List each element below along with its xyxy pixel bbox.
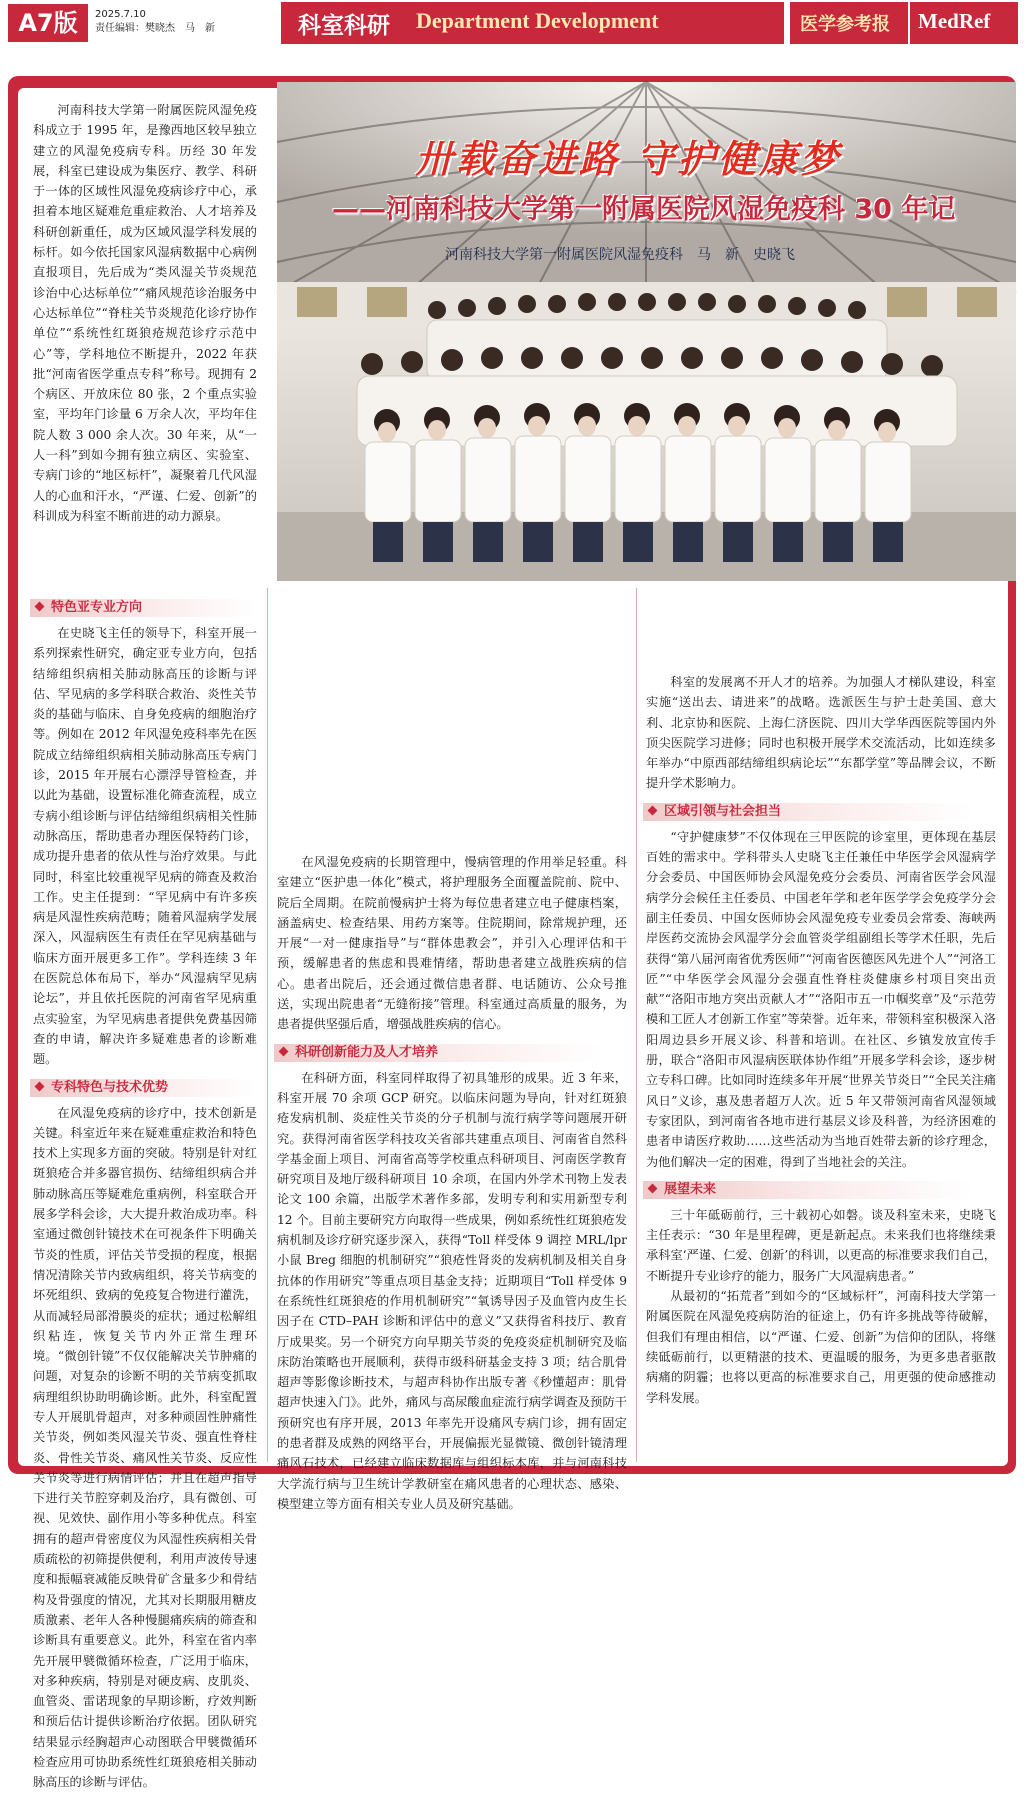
masthead <box>0 0 1024 46</box>
technique-paragraph-part: 在风湿免疫病的诊疗中，技术创新是关键。科室近年来在疑难重症救治和特色技术上实现多方面的突破。特别是针对红斑狼疮合并多器官损伤、结缔组织病合并肺动脉高压等疑难危重病例，科室联合开展多学科会诊，大大提升救治成功率。科室通过微创针镜技术在可视条件下明确关节炎的性质，评估关节受损的程度，根据情况清除关节内致病组织，将关节病变的坏死组织、致病的免疫复合物进行灌洗，从而减轻局部滑膜炎的症状；通过松解组织粘连，恢复关节内外正常生理环境。“微创针镜”不仅仅能解决关节肿痛的问题，对复杂的诊断不明的关节病变抓取病理组织协助明确诊断。此外，科室配置专人开展肌骨超声，对多种顽固性肿痛性关节炎，例如类风湿关节炎、强直性脊柱炎、骨性关节炎、痛风性关节炎、反应性关节炎等进行病情评估；并且在超声指导下进行关节腔穿刺及治疗，具有微创、可视、见效快、副作用小等多种优点。科室拥有的超声骨密度仪为风湿性疾病相关骨质疏松的初筛提供便利，利用声波传导速度和振幅衰减能反映骨矿含量多少和骨结构及骨强度的情况，尤其对长期服用糖皮质激素、老年人各种慢腿痛疾病的筛查和诊断具有重要意义。此外，科室在省内率先开展甲襞微循环检查，广泛用于临床，对多种疾病，特别是对硬皮病、皮肌炎、血管炎、雷诺现象的早期诊断，疗效判断和预后估计提供诊断治疗依据。团队研究结果显示经胸超声心动图联合甲襞微循环检查应用可协助系统性红斑狼疮相关肺动脉高压的诊断与评估。 <box>33 1105 257 1790</box>
lead-paragraph: 河南科技大学第一附属医院风湿免疫科成立于 1995 年，是豫西地区较早独立建立的风湿免疫病专科。历经 30 年发展，科室已建设成为集医疗、教学、科研于一体的区域性风湿免疫病诊疗中心，承担着本地区疑难危重症救治、人才培养及科研创新重任，成为区域风湿学科发展的标杆。如今依托国家风湿病数据中心病例直报项目，先后成为“类风湿关节炎规范诊治中心达标单位”“痛风规范诊治服务中心达标单位”“脊柱关节炎规范化诊疗协作单位”“系统性红斑狼疮规范诊疗示范中心”等，学科地位不断提升，2022 年获批“河南省医学重点专科”称号。现拥有 2 个病区、开放床位 80 张，2 个重点实验室，平均年门诊量 6 万余人次，平均年住院人数 3 000 余人次。30 年来，从“一人一科”到如今拥有独立病区、实验室、专病门诊的“地区标杆”，凝聚着几代风湿人的心血和汗水，“严谨、仁爱、创新”的科训成为科室不断前进的动力源泉。 <box>33 103 257 523</box>
section-heading-research: 科研创新能力及人才培养 <box>274 1044 604 1062</box>
lead-column <box>33 100 257 526</box>
column-2 <box>277 590 627 1511</box>
group-photo <box>277 82 1016 581</box>
section-heading-regional: 区域引领与社会担当 <box>643 803 973 821</box>
talent-paragraph: 科室的发展离不开人才的培养。为加强人才梯队建设，科室实施“送出去、请进来”的战略。选派医生与护士赴美国、意大利、北京协和医院、上海仁济医院、四川大学华西医院等国内外顶尖医院学习进修；同时也积极开展学术交流活动，比如连续多年举办“中原西部结缔组织病论坛”“东都学堂”等品牌会议，不断提升学术影响力。 <box>646 675 996 791</box>
future-paragraph-1: 三十年砥砺前行，三十载初心如磐。谈及科室未来，史晓飞主任表示：“30 年是里程碑，更是新起点。未来我们也将继续秉承科室‘严谨、仁爱、创新’的科训，以更高的标准要求我们自己，不断提升专业诊疗的能力，服务广大风湿病患者。” <box>646 1207 996 1283</box>
column-1 <box>33 590 257 1790</box>
future-paragraph-2: 从最初的“拓荒者”到如今的“区域标杆”，河南科技大学第一附属医院在风湿免疫病防治的征途上，仍有许多挑战等待破解，但我们有理由相信，以“严谨、仁爱、创新”为信仰的团队，将继续砥砺前行，以更精湛的技术、更温暖的服务，为更多患者驱散病痛的阴霾；也将以更高的标准要求自己，用更强的使命感推动学科发展。 <box>646 1289 996 1405</box>
byline: 河南科技大学第一附属医院风湿免疫科 马 新 史晓飞 <box>445 247 795 263</box>
masthead-spacer <box>0 46 1024 76</box>
section-heading-future: 展望未来 <box>643 1181 973 1199</box>
subspecialty-paragraph: 在史晓飞主任的领导下，科室开展一系列探索性研究，确定亚专业方向，包括结缔组织病相关肺动脉高压的诊断与评估、罕见病的多学科联合救治、炎性关节炎的基础与临床、自身免疫病的细胞治疗等。例如在 2012 年风湿免疫科率先在医院成立结缔组织病相关肺动脉高压专病门诊，2015 年开展右心漂浮导管检查，并以此为基础，设置标准化筛查流程，成立专病小组诊断与评估结缔组织病相关性肺动脉高压，帮助患者办理医保特药门诊，成功提升患者的依从性与治疗效果。与此同时，科室比较重视罕见病的筛查及救治工作。史主任提到：“罕见病中有许多疾病是风湿性疾病范畴；随着风湿病学发展深入，风湿病医生有责任在罕见病基础与临床方面开展更多工作”。学科连续 3 年在医院总体布局下，举办“风湿病罕见病论坛”，并且依托医院的河南省罕见病重点实验室，为罕见病患者提供免费基因筛查的申请，解决许多疑难患者的诊断难题。 <box>33 626 257 1067</box>
issue-date: 2025.7.10 <box>95 9 146 20</box>
editor-credit: 责任编辑：樊晓杰 马 新 <box>95 23 215 34</box>
section-heading-technique: 专科特色与技术优势 <box>30 1079 256 1097</box>
issue-meta <box>95 8 215 36</box>
research-paragraph: 在科研方面，科室同样取得了初具雏形的成果。近 3 年来，科室开展 70 余项 GCP 研究。以临床问题为导向，针对红斑狼疮发病机制、炎症性关节炎的分子机制与流行病学等问题展开研究。获得河南省医学科技攻关省部共建重点项目、河南省自然科学基金面上项目、河南省高等学校重点科研项目、河南医学教育研究项目及地厅级科研项目 10 余项，在国内外学术刊物上发表论文 100 余篇，出版学术著作多部，发明专利和实用新型专利 12 个。目前主要研究方向取得一些成果，例如系统性红斑狼疮发病机制及诊疗研究逐步深入，获得“Toll 样受体 9 调控 MRL/lpr 小鼠 Breg 细胞的机制研究”“狼疮性肾炎的发病机制及相关自身抗体的作用研究”等重点项目基金支持；近期项目“Toll 样受体 9 在系统性红斑狼疮的作用机制研究”“氧诱导因子及血管内皮生长因子在 CTD–PAH 诊断和评估中的意义”又获得省科技厅、教育厅成果奖。另一个研究方向早期关节炎的免疫炎症机制研究及临床防治策略也开展顺利，获得市级科研基金支持 3 项；结合肌骨超声等影像诊断技术，与超声科协作出版专著《秒懂超声：肌骨超声快速入门》。此外，痛风与高尿酸血症流行病学调查及预防干预研究也有序开展，2013 年率先开设痛风专病门诊，拥有固定的患者群及成熟的网络平台，开展偏振光显微镜、微创针镜清理痛风石技术，已经建立临床数据库与组织标本库，并与河南科技大学流行病与卫生统计学教研室在痛风患者的心理状态、感染、模型建立等方面有相关专业人员及研究基础。 <box>277 1070 627 1511</box>
section-heading-subspecialty: 特色亚专业方向 <box>30 599 256 617</box>
column-divider <box>267 588 268 1462</box>
column-divider <box>636 588 637 1462</box>
headline: 卅载奋进路 守护健康梦 <box>415 136 842 181</box>
newspaper-name-en: MedRef <box>918 9 991 33</box>
subheadline: ——河南科技大学第一附属医院风湿免疫科 30 年记 <box>332 194 956 225</box>
section-title-cn: 科室科研 <box>298 13 390 39</box>
section-title-en: Department Development <box>416 8 659 33</box>
regional-paragraph: “守护健康梦”不仅体现在三甲医院的诊室里，更体现在基层百姓的需求中。学科带头人史晓飞主任兼任中华医学会风湿病学分会委员、中国医师协会风湿免疫分会委员、河南省医学会风湿病学分会候任主任委员、中国老年学和老年医学学会免疫学分会副主任委员、中国女医师协会风湿免疫专业委员会常委、海峡两岸医药交流协会风湿学分会血管炎学组副组长等学术任职，先后获得“第八届河南省优秀医师”“河南省医德医风先进个人”“河洛工匠”“中华医学会风湿分会强直性脊柱炎健康乡村项目突出贡献”“洛阳市地方突出贡献人才”“洛阳市五一巾帼奖章”及“示范劳模和工匠人才创新工作室”等荣誉。近年来，带领科室积极深入洛阳周边县乡开展义诊、科普和培训。在社区、乡镇发放宣传手册，联合“洛阳市风湿病医联体协作组”开展多学科会诊，逐步树立专科口碑。比如同时连续多年开展“世界关节炎日”“全民关注痛风日”义诊，惠及患者超万人次。近 5 年又带领河南省风湿领域专家团队，到河南省各地市进行基层义诊及科普，为经济困难的患者申请医疗救助……这些活动为当地百姓带去新的诊疗理念，为他们解决一定的困难，得到了当地社会的关注。 <box>646 829 996 1169</box>
edition-label: A7版 <box>8 4 88 42</box>
newspaper-name-cn: 医学参考报 <box>800 14 890 35</box>
column-3 <box>646 590 996 1408</box>
chronic-care-paragraph: 在风湿免疫病的长期管理中，慢病管理的作用举足轻重。科室建立“医护患一体化”模式，将护理服务全面覆盖院前、院中、院后全周期。在院前慢病护士将为每位患者建立电子健康档案，涵盖病史、检查结果、用药方案等。住院期间，除常规护理，还开展“一对一健康指导”与“群体患教会”，并引入心理评估和干预，缓解患者的焦虑和畏难情绪，帮助患者建立战胜疾病的信心。患者出院后，还会通过微信患者群、电话随访、公众号推送，实现出院患者“无缝衔接”管理。科室通过高质量的服务，为患者提供坚强后盾，增强战胜疾病的信心。 <box>277 855 627 1032</box>
